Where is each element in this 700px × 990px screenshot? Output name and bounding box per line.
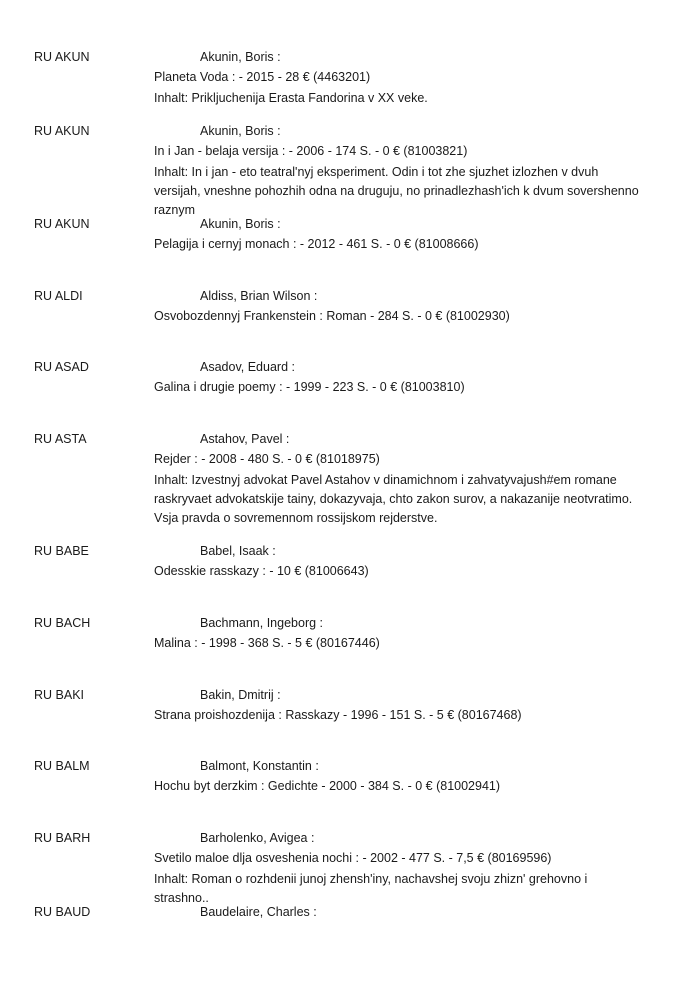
author-name: Bakin, Dmitrij :: [200, 688, 281, 702]
shelf-signature: RU BARH: [34, 831, 91, 845]
title-line: Svetilo maloe dlja osveshenia nochi : - 2002 - 477 S. - 7,5 € (80169596): [154, 851, 552, 865]
inhalt-text: Inhalt: In i jan - eto teatral'nyj eksperiment. Odin i tot zhe sjuzhet izlozhen v dvuh versijah, vneshne pohozhih odna na druguju, no prinadlezhash'ich k dvum sovershenno raznym: [154, 165, 639, 217]
author-name: Akunin, Boris :: [200, 124, 281, 138]
inhalt-text: Inhalt: Izvestnyj advokat Pavel Astahov v dinamichnom i zahvatyvajush#em romane raskryvaet advokatskije tainy, dokazyvaja, chto zakon surov, a nakazanije neotvratimo. Vsja pravda o sovremennom rossijskom rejderstve.: [154, 473, 633, 525]
shelf-signature: RU ALDI: [34, 289, 83, 303]
shelf-signature: RU BAKI: [34, 688, 85, 702]
shelf-signature: RU BAUD: [34, 905, 91, 919]
author-name: Barholenko, Avigea :: [200, 831, 315, 845]
shelf-signature: RU BACH: [34, 616, 91, 630]
shelf-signature: RU AKUN: [34, 217, 90, 231]
title-line: Odesskie rasskazy : - 10 € (81006643): [154, 564, 369, 578]
title-line: Pelagija i cernyj monach : - 2012 - 461 S. - 0 € (81008666): [154, 237, 479, 251]
title-line: Planeta Voda : - 2015 - 28 € (4463201): [154, 70, 371, 84]
shelf-signature: RU BABE: [34, 544, 89, 558]
shelf-signature: RU AKUN: [34, 124, 90, 138]
author-name: Aldiss, Brian Wilson :: [200, 289, 318, 303]
title-line: In i Jan - belaja versija : - 2006 - 174 S. - 0 € (81003821): [154, 144, 468, 158]
author-name: Baudelaire, Charles :: [200, 905, 317, 919]
author-name: Asadov, Eduard :: [200, 360, 295, 374]
author-name: Akunin, Boris :: [200, 217, 281, 231]
title-line: Malina : - 1998 - 368 S. - 5 € (80167446): [154, 636, 380, 650]
author-name: Bachmann, Ingeborg :: [200, 616, 323, 630]
author-name: Akunin, Boris :: [200, 50, 281, 64]
shelf-signature: RU AKUN: [34, 50, 90, 64]
author-name: Astahov, Pavel :: [200, 432, 290, 446]
inhalt-text: Inhalt: Roman o rozhdenii junoj zhensh'iny, nachavshej svoju zhizn' grehovno i strashno..: [154, 872, 588, 905]
inhalt-text: Inhalt: Prikljuchenija Erasta Fandorina v XX veke.: [154, 91, 428, 105]
title-line: Galina i drugie poemy : - 1999 - 223 S. - 0 € (81003810): [154, 380, 465, 394]
author-name: Babel, Isaak :: [200, 544, 276, 558]
title-line: Strana proishozdenija : Rasskazy - 1996 - 151 S. - 5 € (80167468): [154, 708, 522, 722]
shelf-signature: RU BALM: [34, 759, 90, 773]
title-line: Hochu byt derzkim : Gedichte - 2000 - 384 S. - 0 € (81002941): [154, 779, 501, 793]
title-line: Rejder : - 2008 - 480 S. - 0 € (81018975): [154, 452, 380, 466]
author-name: Balmont, Konstantin :: [200, 759, 319, 773]
title-line: Osvobozdennyj Frankenstein : Roman - 284 S. - 0 € (81002930): [154, 309, 510, 323]
shelf-signature: RU ASTA: [34, 432, 87, 446]
shelf-signature: RU ASAD: [34, 360, 89, 374]
